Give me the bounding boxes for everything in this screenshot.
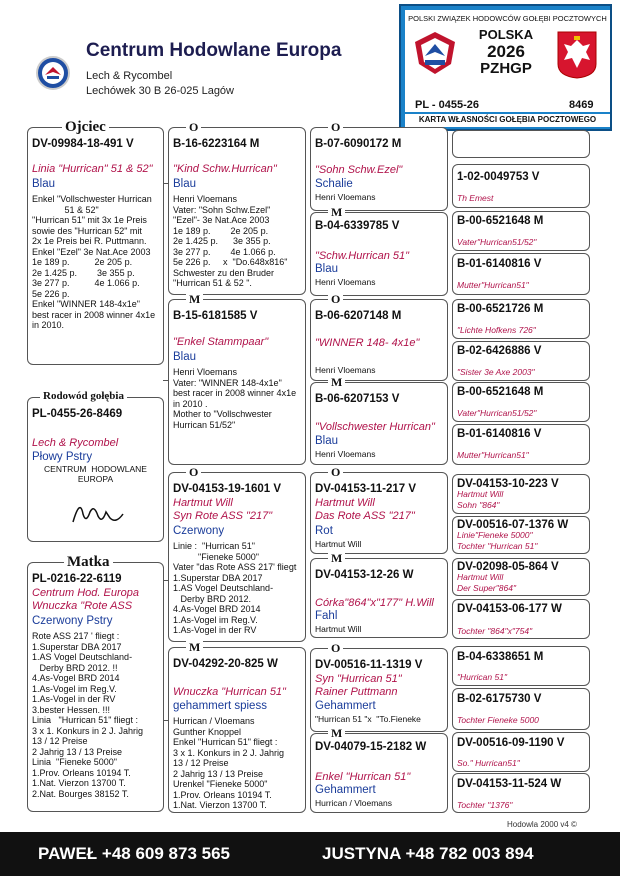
g3-ring: B-06-6207148 M (315, 310, 402, 322)
g3-owner: Hurrican / Vloemans (315, 798, 393, 808)
g4-name: So." Hurrican51" (457, 758, 520, 768)
g4-name: Hartmut Will (457, 489, 504, 499)
g4-box (452, 516, 590, 554)
g3-box (310, 382, 448, 465)
g3-color: Gehammert (315, 700, 376, 712)
eagle-emblem-icon (556, 30, 598, 80)
ff-ring: B-16-6223164 M (173, 138, 260, 150)
g3-color: Rot (315, 525, 333, 537)
g3-label: M (328, 552, 345, 564)
g4-name2: Sohn "864" (457, 500, 500, 510)
g4-box (452, 474, 590, 514)
mf-notes: Linie : "Hurrican 51" "Fieneke 5000" Vater "das Rote ASS 217' fliegt 1.Superstar DBA 2017 1.AS Vogel Deutschland- Derby BRD 2012. 4.As-Vogel BRD 2014 1.As-Vogel im Reg.V. 1.As-Vogel in der RV (173, 541, 297, 635)
g3-name: Córka"864"x"177" H.Will (315, 597, 434, 609)
g4-name: Th Emest (457, 193, 494, 203)
g4-ring: B-04-6338651 M (457, 651, 544, 663)
g4-box (452, 382, 590, 422)
g3-color: Fahl (315, 610, 338, 622)
mother-color: Czerwony Pstry (32, 615, 113, 627)
g3-name: Enkel "Hurrican 51" (315, 771, 411, 783)
ff-box (168, 127, 306, 295)
g4-box (452, 773, 590, 813)
g3-label: M (328, 376, 345, 388)
fm-color: Blau (173, 351, 197, 363)
pedigree-label: Rodowód gołębia (40, 390, 127, 402)
g3-name: "WINNER 148- 4x1e" (315, 337, 420, 349)
bird-color: Płowy Pstry (32, 451, 93, 463)
g4-ring: DV-00516-09-1190 V (457, 737, 565, 749)
ff-name: "Kind Schw.Hurrican" (173, 163, 277, 175)
g4-box (452, 599, 590, 639)
g3-box (310, 212, 448, 296)
g3-owner: "Hurrican 51 "x "To.Fieneke (315, 714, 421, 724)
g4-ring: B-00-6521648 M (457, 215, 544, 227)
mm-color: gehammert spiess (173, 700, 267, 712)
g3-label: M (328, 727, 345, 739)
g4-box (452, 211, 590, 251)
mf-color: Czerwony (173, 525, 225, 537)
father-notes: Enkel "Vollschwester Hurrican 51 & 52" "Hurrican 51" mit 3x 1e Preis sowie des "Hurrican 52" mit 2x 1e Preis bei R. Puttmann. Enkel "Ezel" 3e Nat.Ace 2003 1e 189 p. 2e 205 p. 2e 1.425 p. 3e 355 p. 3e 277 p. 4e 1.066 p. 5e 226 p. Enkel "WINNER 148-4x1e" best racer in 2008 winner 4x1e in 2010. (32, 194, 156, 330)
g3-ring: B-06-6207153 V (315, 393, 400, 405)
g4-box (452, 164, 590, 208)
g3-name: "Sohn Schw.Ezel" (315, 164, 403, 176)
card-country: POLSKA (478, 27, 534, 42)
card-ring: PL - 0455-26 (415, 99, 480, 111)
father-color: Blau (32, 178, 56, 190)
g4-ring: B-00-6521726 M (457, 303, 544, 315)
g3-name1: Syn "Hurrican 51" (315, 673, 402, 685)
bird-center1: CENTRUM HODOWLANE (44, 464, 147, 474)
g3-name: "Vollschwester Hurrican" (315, 421, 435, 433)
g4-ring: DV-04153-10-223 V (457, 478, 559, 490)
g4-ring: DV-04153-11-524 W (457, 778, 562, 790)
breeder-title: Centrum Hodowlane Europa (86, 40, 342, 61)
breeder-owner: Lech & Rycombel (86, 70, 173, 82)
g4-ring: DV-02098-05-864 V (457, 561, 559, 573)
bird-ring: PL-0455-26-8469 (32, 408, 123, 420)
g4-name: Vater"Hurrican51/52" (457, 408, 537, 418)
card-year: 2026 (487, 42, 525, 61)
g4-ring: B-02-6426886 V (457, 345, 542, 357)
contact-footer (0, 832, 620, 876)
g4-ring: B-01-6140816 V (457, 258, 542, 270)
g4-name: Linie"Fieneke 5000" (457, 530, 533, 540)
g3-owner: Henri Vloemans (315, 365, 376, 375)
mother-notes: Rote ASS 217 ' fliegt : 1.Superstar DBA 2017 1.AS Vogel Deutschland- Derby BRD 2012. !! 4.As-Vogel BRD 2014 1.As-Vogel im Reg.V. 1.As-Vogel in der RV 3.bester Hessen. !!! Linia "Hurrican 51" fliegt : 3 x 1. Konkurs in 2 J. Jahrig 13 / 12 Preise 2 Jahrig 13 / 13 Preise Linia "Fieneke 5000" 1.Prov. Orleans 10194 T. 1.Nat. Vierzon 13700 T. 2.Nat. Bourges 38152 T. (32, 631, 144, 799)
contact-right: JUSTYNA +48 782 003 894 (322, 844, 534, 863)
breeder-address: Lechówek 30 B 26-025 Lagów (86, 85, 234, 97)
g3-name2: Rainer Puttmann (315, 686, 398, 698)
fm-name: "Enkel Stammpaar" (173, 336, 269, 348)
g3-label: O (328, 642, 343, 654)
g3-owner: Hartmut Will (315, 624, 362, 634)
g4-box (452, 558, 590, 596)
mf-box (168, 472, 306, 642)
g4-ring: DV-00516-07-1376 W (457, 519, 569, 531)
g4-name: "Sister 3e Axe 2003" (457, 367, 535, 377)
g3-label: O (328, 121, 343, 133)
ff-notes: Henri Vloemans Vater: "Sohn Schw.Ezel" "Ezel"- 3e Nat.Ace 2003 1e 189 p. 2e 205 p. 2e 1.425 p. 3e 355 p. 3e 277 p. 4e 1.066 p. 5e 226 p. x "Do.648x816" Schwester zu den Bruder "Hurrican 51 & 52 ". (173, 194, 288, 288)
g4-name: Tochter "864"x"754" (457, 626, 533, 636)
g4-name: Hartmut Will (457, 572, 504, 582)
g3-ring: DV-04153-11-217 V (315, 483, 417, 495)
g4-ring: DV-04153-06-177 W (457, 603, 562, 615)
g3-color: Blau (315, 263, 339, 275)
g3-ring: B-07-6090172 M (315, 138, 402, 150)
father-name: Linia "Hurrican" 51 & 52" (32, 163, 153, 175)
g3-box (310, 299, 448, 381)
ff-color: Blau (173, 178, 197, 190)
ownership-card (399, 4, 612, 131)
g4-ring: B-01-6140816 V (457, 428, 542, 440)
g3-box (310, 558, 448, 638)
mother-ring: PL-0216-22-6119 (32, 573, 122, 585)
fm-box (168, 299, 306, 465)
g3-owner: Hartmut Will (315, 539, 362, 549)
card-caption: KARTA WŁASNOŚCI GOŁĘBIA POCZTOWEGO (418, 115, 597, 124)
bird-box (27, 397, 164, 542)
bird-center2: EUROPA (77, 474, 114, 484)
g3-owner: Henri Vloemans (315, 449, 376, 459)
g4-ring: B-00-6521648 M (457, 386, 544, 398)
g3-color: Gehammert (315, 784, 376, 796)
g4-ring: B-02-6175730 V (457, 693, 542, 705)
club-logo-icon (36, 56, 70, 90)
g4-top-stub (452, 130, 590, 158)
mm-notes: Hurrican / Vloemans Gunther Knoppel Enkel "Hurrican 51" fliegt : 3 x 1. Konkurs in 2 J. Jahrig 13 / 12 Preise 2 Jahrig 13 / 13 Preise Urenkel "Fieneke 5000" 1.Prov. Orleans 10194 T. 1.Nat. Vierzon 13700 T. (173, 716, 285, 810)
g3-owner: Henri Vloemans (315, 277, 376, 287)
pzhgp-logo-icon (413, 30, 457, 76)
fm-notes: Henri Vloemans Vater: "WINNER 148-4x1e" best racer in 2008 winner 4x1e in 2010 . Mother to "Vollschwester Hurrican 51/52" (173, 367, 297, 430)
contact-left: PAWEŁ +48 609 873 565 (38, 844, 231, 863)
g4-ring: 1-02-0049753 V (457, 171, 540, 183)
mother-name1: Centrum Hod. Europa (32, 587, 139, 599)
mf-label: O (186, 466, 201, 478)
g4-name: Mutter"Hurrican51" (457, 280, 529, 290)
g3-label: M (328, 206, 345, 218)
g3-ring: DV-04153-12-26 W (315, 569, 414, 581)
mm-label: M (186, 641, 203, 653)
g4-box (452, 341, 590, 381)
g3-label: O (328, 293, 343, 305)
signature-icon (68, 494, 128, 530)
mf-name2: Syn Rote ASS "217" (173, 510, 273, 522)
g4-name: "Lichte Hofkens 726" (457, 325, 536, 335)
g4-box (452, 646, 590, 686)
g3-box (310, 472, 448, 554)
father-label: Ojciec (62, 120, 109, 135)
version-label: Hodowla 2000 v4 © (507, 820, 577, 829)
card-number: 8469 (569, 99, 594, 111)
g4-name: Vater"Hurrican51/52" (457, 237, 537, 247)
mf-name1: Hartmut Will (173, 497, 233, 509)
mother-label: Matka (64, 555, 113, 570)
g4-name2: Tochter "Hurrican 51" (457, 541, 538, 551)
g3-box (310, 127, 448, 211)
mm-box (168, 647, 306, 813)
fm-label: M (186, 293, 203, 305)
g3-ring: DV-00516-11-1319 V (315, 659, 423, 671)
mf-ring: DV-04153-19-1601 V (173, 483, 282, 495)
ff-label: O (186, 121, 201, 133)
bird-owner: Lech & Rycombel (32, 437, 119, 449)
g4-box (452, 253, 590, 295)
g4-box (452, 424, 590, 465)
g3-name1: Hartmut Will (315, 497, 375, 509)
mm-ring: DV-04292-20-825 W (173, 658, 278, 670)
g3-ring: DV-04079-15-2182 W (315, 741, 427, 753)
card-code: PZHGP (480, 60, 532, 77)
g3-color: Schalie (315, 178, 353, 190)
g4-name: Tochter "1376" (457, 800, 513, 810)
mother-box (27, 562, 164, 812)
g3-ring: B-04-6339785 V (315, 220, 400, 232)
g3-box (310, 733, 448, 813)
fm-ring: B-15-6181585 V (173, 310, 258, 322)
g4-box (452, 732, 590, 772)
g4-box (452, 299, 590, 339)
mother-name2: Wnuczka "Rote ASS (32, 600, 133, 612)
g3-owner: Henri Vloemans (315, 192, 376, 202)
mm-name: Wnuczka "Hurrican 51" (173, 686, 286, 698)
father-ring: DV-09984-18-491 V (32, 138, 134, 150)
g4-name: Mutter"Hurrican51" (457, 450, 529, 460)
g3-name2: Das Rote ASS "217" (315, 510, 415, 522)
g4-name: Tochter Fieneke 5000 (457, 715, 539, 725)
g3-color: Blau (315, 435, 339, 447)
father-box (27, 127, 164, 365)
g3-name: "Schw.Hurrican 51" (315, 250, 410, 262)
g4-name2: Der Super"864" (457, 583, 516, 593)
g4-box (452, 688, 590, 730)
g4-name: "Hurrican 51" (457, 672, 507, 682)
g3-label: O (328, 466, 343, 478)
card-org: POLSKI ZWIĄZEK HODOWCÓW GOŁĘBI POCZTOWYCH (408, 14, 607, 23)
g3-box (310, 648, 448, 732)
